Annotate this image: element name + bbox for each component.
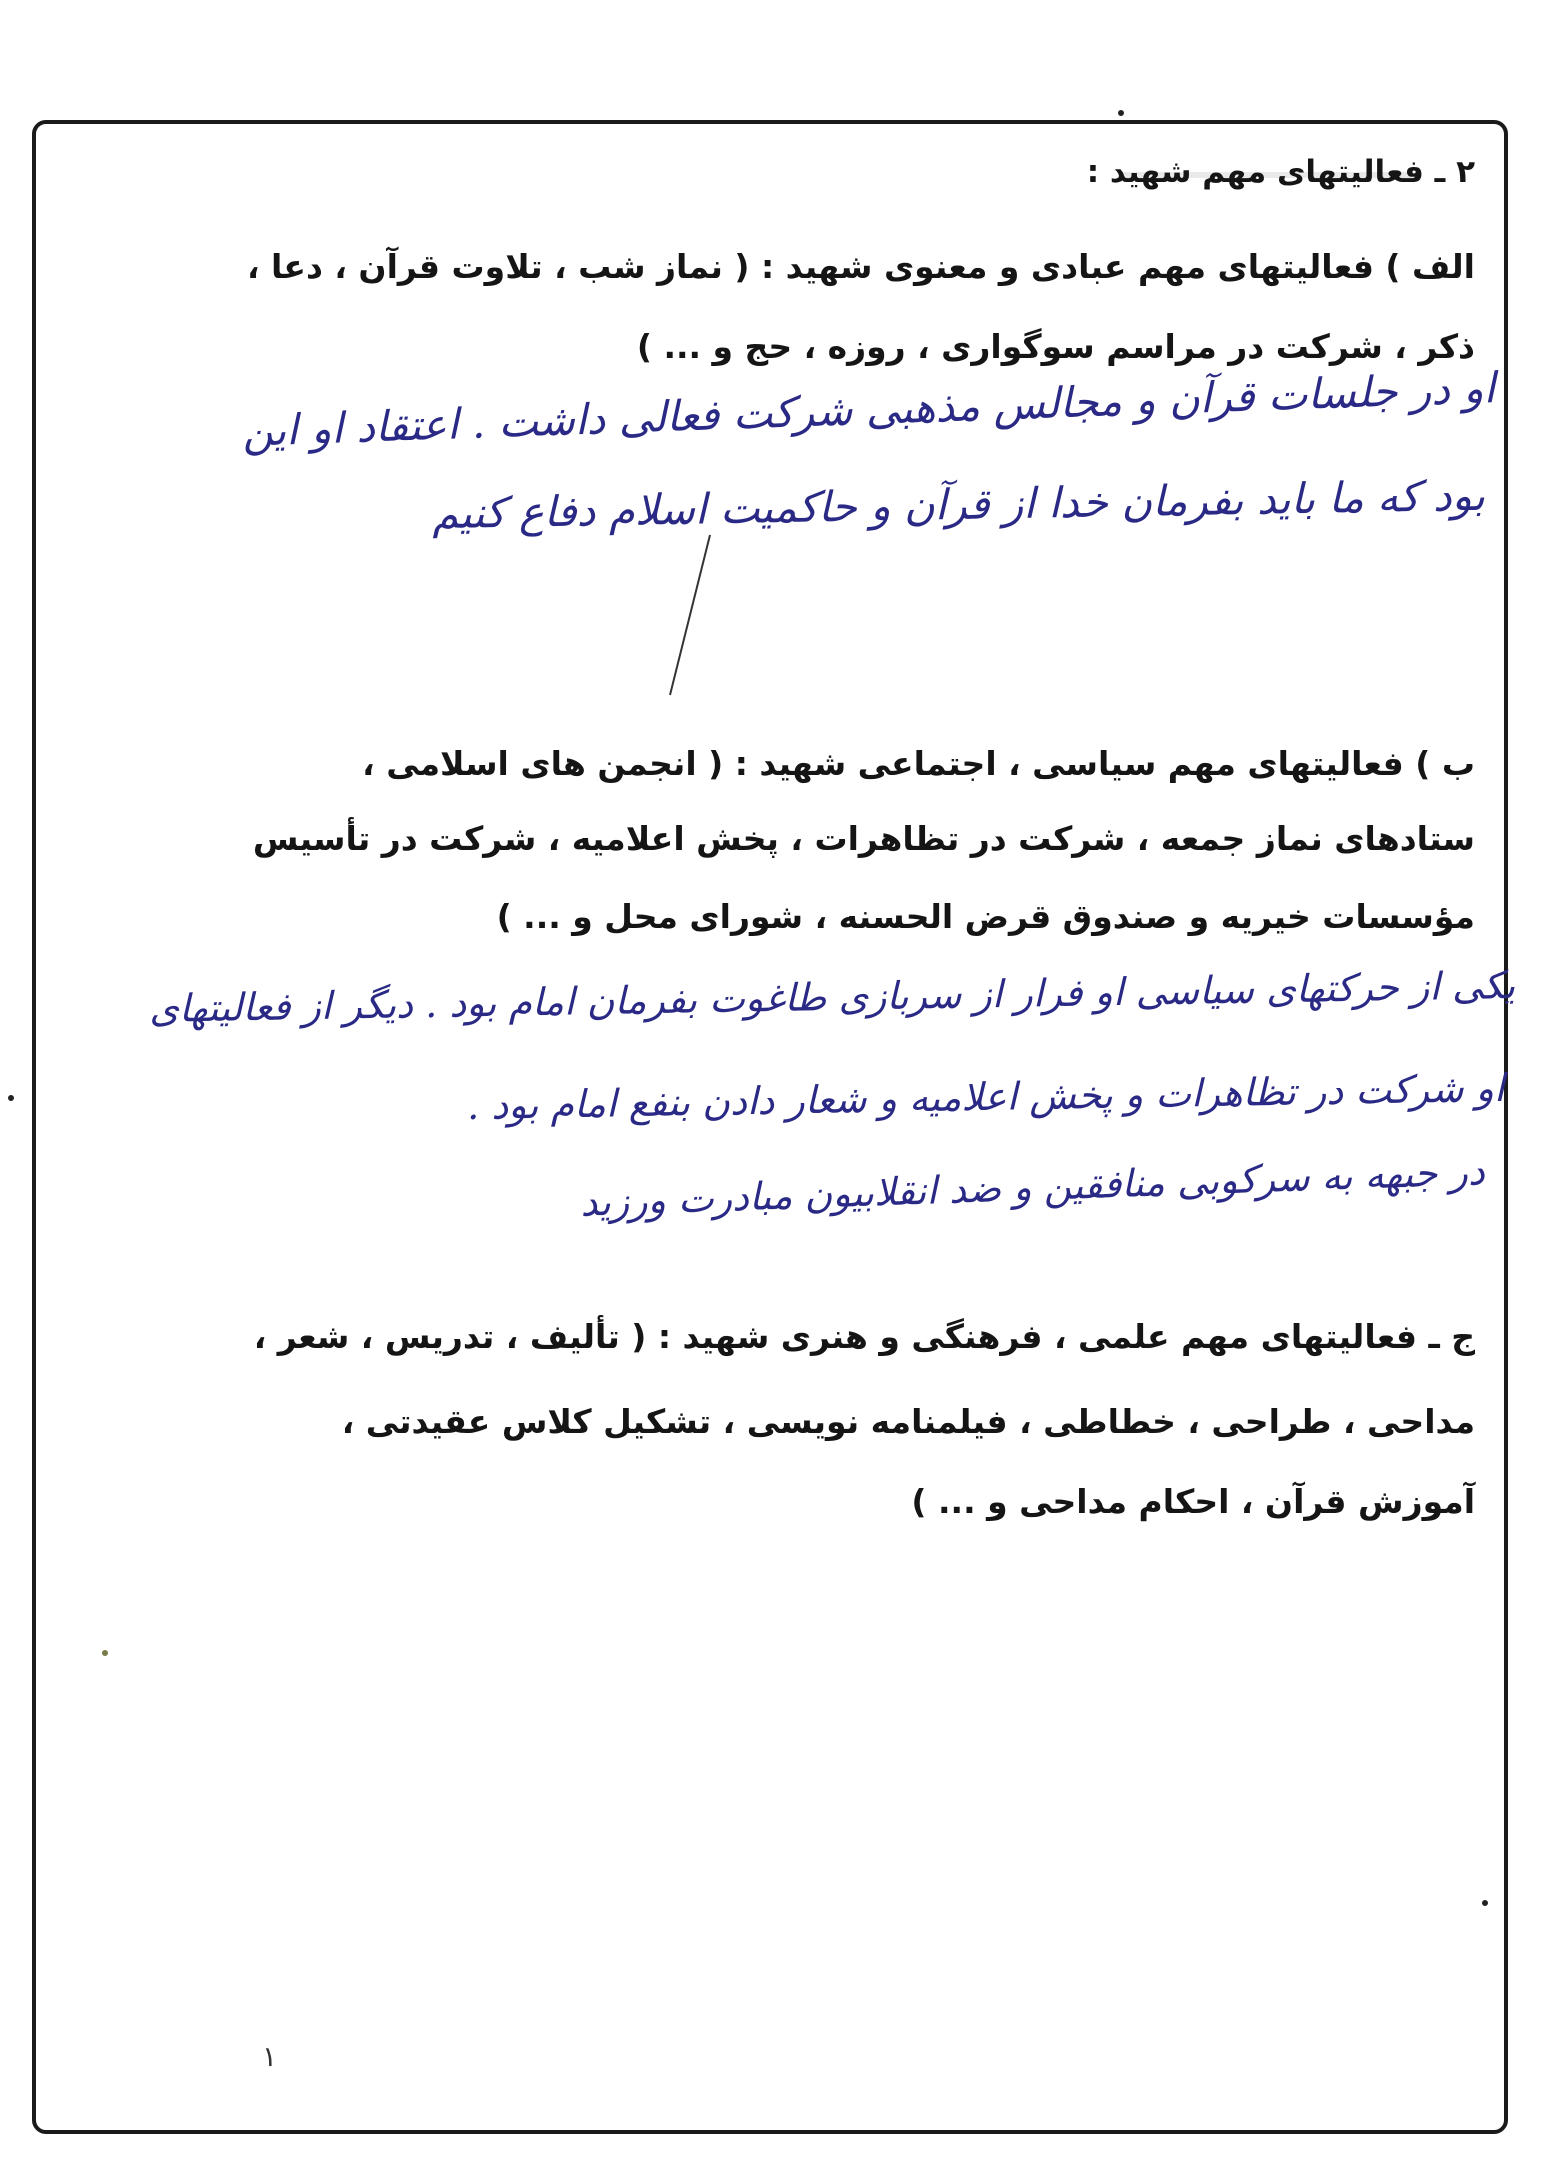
handwritten-answer-alef-1: او در جلسات قرآن و مجالس مذهبی شرکت فعالی داشت . اعتقاد او این <box>241 363 1496 456</box>
section-jim-line-1: ج ـ فعالیتهای مهم علمی ، فرهنگی و هنری شهید : ( تألیف ، تدریس ، شعر ، <box>253 1317 1475 1356</box>
section-be-line-1: ب ) فعالیتهای مهم سیاسی ، اجتماعی شهید : ( انجمن های اسلامی ، <box>362 744 1475 783</box>
section-jim-line-2: مداحی ، طراحی ، خطاطی ، فیلمنامه نویسی ، تشکیل کلاس عقیدتی ، <box>341 1402 1475 1441</box>
page-number: ۱ <box>262 2040 278 2073</box>
section-alef-line-2: ذکر ، شرکت در مراسم سوگواری ، روزه ، حج و ... ) <box>636 327 1475 366</box>
stray-mark <box>1118 110 1124 116</box>
section-heading: ۲ ـ فعالیتهای مهم شهید : <box>1086 154 1475 190</box>
stray-mark <box>102 1650 108 1656</box>
section-jim-line-3: آموزش قرآن ، احکام مداحی و ... ) <box>911 1482 1475 1521</box>
handwritten-answer-alef-2: بود که ما باید بفرمان خدا از قرآن و حاکمیت اسلام دفاع کنیم <box>431 470 1486 539</box>
stray-mark <box>8 1095 14 1101</box>
handwritten-answer-be-3: در جبهه به سرکوبی منافقین و ضد انقلابیون مبادرت ورزید <box>579 1149 1486 1225</box>
stray-mark <box>1482 1900 1488 1906</box>
handwritten-answer-be-1: یکی از حرکتهای سیاسی او فرار از سربازی طاغوت بفرمان امام بود . دیگر از فعالیتهای <box>148 963 1516 1031</box>
section-alef-line-1: الف ) فعالیتهای مهم عبادی و معنوی شهید : ( نماز شب ، تلاوت قرآن ، دعا ، <box>247 247 1475 286</box>
handwritten-answer-be-2: او شرکت در تظاهرات و پخش اعلامیه و شعار دادن بنفع امام بود . <box>467 1065 1506 1129</box>
stray-pen-stroke <box>660 530 720 700</box>
section-be-line-3: مؤسسات خیریه و صندوق قرض الحسنه ، شورای محل و ... ) <box>496 897 1475 936</box>
section-be-line-2: ستادهای نماز جمعه ، شرکت در تظاهرات ، پخش اعلامیه ، شرکت در تأسیس <box>252 819 1475 858</box>
